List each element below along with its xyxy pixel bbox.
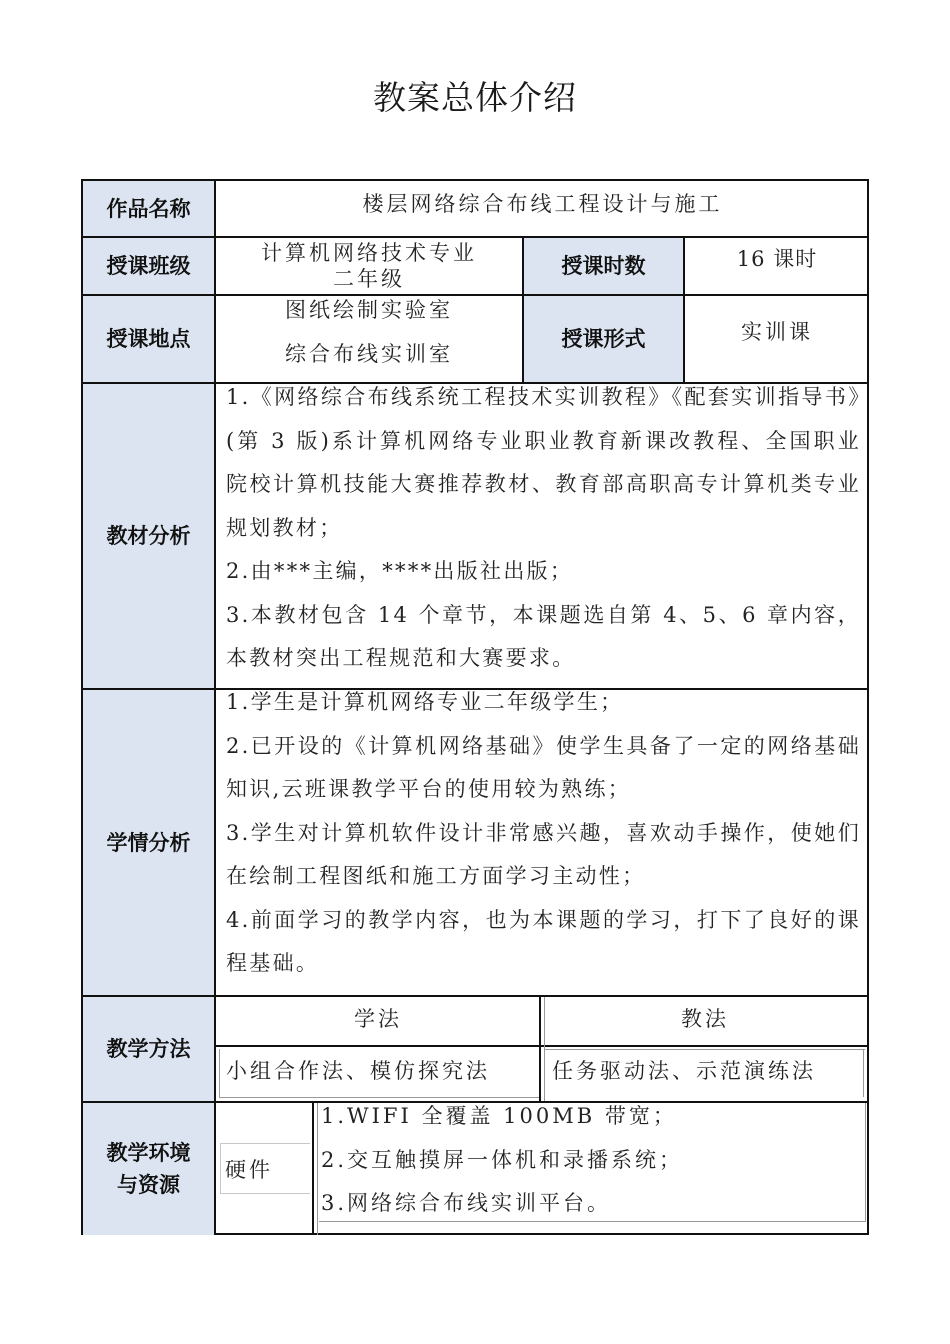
form-label: 授课形式 (524, 296, 683, 382)
environment-inner-line (312, 1103, 314, 1235)
row-divider (83, 1101, 869, 1103)
teach-method-value: 任务驱动法、示范演练法 (552, 1059, 816, 1083)
methods-inner-line (216, 1045, 869, 1047)
textbook-content (216, 376, 869, 686)
page-title: 教案总体介绍 (373, 78, 577, 117)
class-value-line1: 计算机网络技术专业 (261, 241, 477, 265)
students-paragraph: 4.前面学习的教学内容，也为本课题的学习，打下了良好的课程基础。 (226, 907, 861, 975)
lesson-plan-table (81, 179, 869, 1235)
environment-label-line2: 与资源 (117, 1173, 180, 1197)
form-value: 实训课 (741, 320, 813, 344)
hardware-item: 2.交互触摸屏一体机和录播系统； (321, 1147, 684, 1172)
hardware-label: 硬件 (225, 1158, 273, 1182)
students-label: 学情分析 (83, 690, 214, 995)
textbook-paragraph: 2.由***主编，****出版社出版； (226, 559, 574, 583)
place-value-line2: 综合布线实训室 (285, 342, 453, 366)
column-divider (522, 236, 524, 384)
place-value (216, 289, 522, 375)
environment-inner-line (220, 1193, 310, 1194)
environment-inner-line (220, 1143, 221, 1193)
environment-inner-line (319, 1221, 865, 1222)
learn-method-value: 小组合作法、模仿探究法 (226, 1059, 490, 1083)
work-name-value: 楼层网络综合布线工程设计与施工 (362, 192, 723, 216)
methods-inner-line (539, 997, 541, 1101)
hardware-items (315, 1095, 865, 1225)
environment-inner-line (317, 1103, 318, 1235)
methods-inner-line (219, 1097, 539, 1098)
class-value (216, 238, 522, 294)
hours-value: 16 课时 (736, 247, 818, 271)
textbook-paragraph: 3.本教材包含 14 个章节，本课题选自第 4、5、6 章内容，本教材突出工程规范和大赛要求。 (226, 602, 861, 670)
hardware-item: 3.网络综合布线实训平台。 (321, 1191, 612, 1215)
class-label: 授课班级 (83, 238, 214, 294)
hardware-item: 1.WIFI 全覆盖 100MB 带宽； (321, 1104, 677, 1128)
work-name-label: 作品名称 (83, 181, 214, 236)
hours-label: 授课时数 (524, 238, 683, 294)
place-label: 授课地点 (83, 296, 214, 382)
methods-inner-line (863, 1049, 864, 1097)
row-divider (83, 688, 869, 690)
environment-inner-line (865, 1103, 866, 1222)
row-divider (83, 382, 869, 384)
students-paragraph: 1.学生是计算机网络专业二年级学生； (226, 690, 624, 714)
students-content (216, 681, 869, 993)
methods-label: 教学方法 (83, 997, 214, 1101)
methods-inner-line (545, 1049, 865, 1050)
textbook-paragraph: 1.《网络综合布线系统工程技术实训教程》《配套实训指导书》(第 3 版)系计算机网络专业职业教育新课改教程、全国职业院校计算机技能大赛推荐教材、教育部高职高专计算机类专业规划教材； (226, 385, 861, 540)
methods-inner-line (219, 1049, 220, 1097)
environment-inner-line (220, 1143, 310, 1144)
learn-method-header: 学法 (354, 1007, 402, 1031)
row-divider (83, 294, 869, 296)
environment-label (83, 1103, 214, 1235)
students-paragraph: 3.学生对计算机软件设计非常感兴趣，喜欢动手操作，使她们在绘制工程图纸和施工方面学习主动性； (226, 820, 861, 888)
textbook-label: 教材分析 (83, 384, 214, 688)
row-divider (83, 995, 869, 997)
place-value-line1: 图纸绘制实验室 (285, 298, 453, 322)
class-value-line2: 二年级 (333, 267, 405, 291)
teach-method-header: 教法 (681, 1007, 729, 1031)
row-divider (83, 236, 869, 238)
column-divider (683, 236, 685, 384)
students-paragraph: 2.已开设的《计算机网络基础》使学生具备了一定的网络基础知识,云班课教学平台的使用较为熟练； (226, 733, 861, 801)
column-divider (214, 181, 216, 1235)
environment-label-line1: 教学环境 (106, 1141, 191, 1165)
